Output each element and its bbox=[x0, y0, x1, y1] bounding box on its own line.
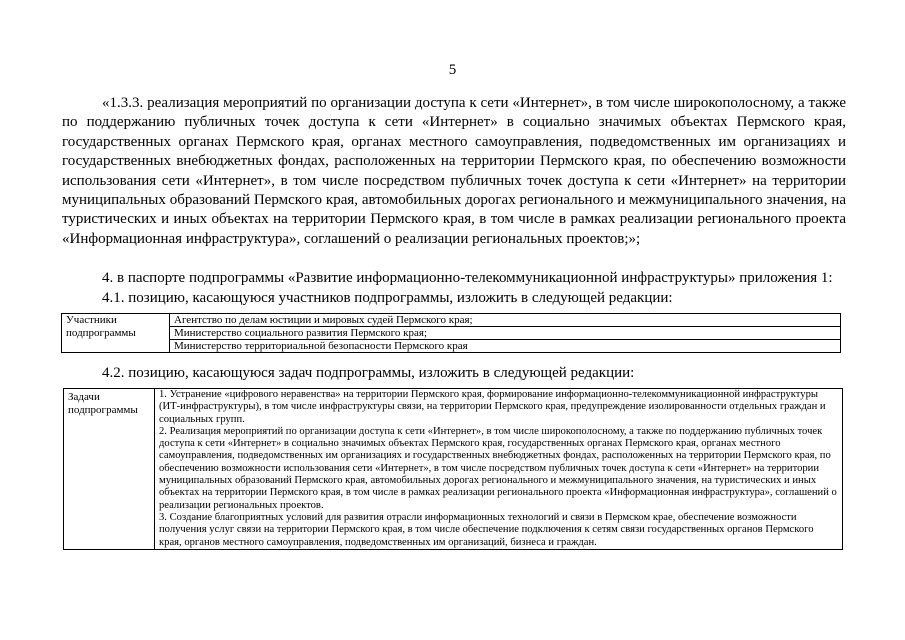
table-row bbox=[62, 340, 841, 353]
task-item: 2. Реализация мероприятий по организации доступа к сети «Интернет», в том числе широкополосному, а также по поддержанию публичных точек доступа к сети «Интернет» в социально значимых объектах Пермского края, государственных органах Пермского края, органах местного самоуправления, подведомственных им организациях и государственных внебюджетных фондах, расположенных на территории Пермского края, по обеспечению возможности использования сети «Интернет», в том числе посредством публичных точек доступа к сети «Интернет» на территории муниципальных образований Пермского края, автомобильных дорогах регионального и межмуниципального значения, на туристических и иных объектах на территории Пермского края, в том числе в рамках реализации регионального проекта «Информационная инфраструктура», соглашений о реализации региональных проектов. bbox=[159, 425, 837, 511]
page-number: 5 bbox=[448, 62, 457, 78]
amendment-paragraph-1-3-3: «1.3.3. реализация мероприятий по организации доступа к сети «Интернет», в том числе широкополосному, а также по поддержанию публичных точек доступа к сети «Интернет» в социально значимых объектах Пермского края, государственных органах Пермского края, органах местного самоуправления, подведомственных им организациях и государственных внебюджетных фондах, расположенных на территории Пермского края, по обеспечению возможности использования сети «Интернет», в том числе посредством публичных точек доступа к сети «Интернет» на территории муниципальных образований Пермского края, автомобильных дорогах регионального и межмуниципального значения, на туристических и иных объектах на территории Пермского края, в том числе в рамках реализации регионального проекта «Информационная инфраструктура», соглашений о реализации региональных проектов;»; bbox=[62, 95, 846, 247]
participants-label-cell bbox=[62, 314, 170, 353]
table-row bbox=[62, 327, 841, 340]
participant-cell: Министерство территориальной безопасности Пермского края bbox=[170, 340, 841, 353]
participant-cell: Агентство по делам юстиции и мировых судей Пермского края; bbox=[170, 314, 841, 327]
participants-table bbox=[61, 313, 841, 353]
item-4-text: 4. в паспорте подпрограммы «Развитие информационно-телекоммуникационной инфраструктуры» приложения 1: bbox=[102, 270, 833, 286]
participants-label-line1: Участники bbox=[66, 314, 117, 326]
item-4-1-text: 4.1. позицию, касающуюся участников подпрограммы, изложить в следующей редакции: bbox=[102, 290, 673, 306]
participants-label-line2: подпрограммы bbox=[66, 327, 136, 339]
tasks-table bbox=[63, 388, 843, 550]
table-row bbox=[64, 389, 843, 550]
participant-cell: Министерство социального развития Пермского края; bbox=[170, 327, 841, 340]
task-item: 3. Создание благоприятных условий для развития отрасли информационных технологий и связи в Пермском крае, обеспечение возможности получения услуг связи на территории Пермского края, в том числе обеспечение подключения к сетям связи государственных органов Пермского края, органов местного самоуправления, подведомственных им организаций, бизнеса и граждан. bbox=[159, 511, 814, 548]
tasks-content-cell bbox=[155, 389, 843, 550]
tasks-label-line2: подпрограммы bbox=[68, 404, 138, 416]
tasks-label-cell bbox=[64, 389, 155, 550]
task-item: 1. Устранение «цифрового неравенства» на территории Пермского края, формирование информационно-телекоммуникационной инфраструктуры (ИТ-инфраструктуры), в том числе инфраструктуры связи, на территории Пермского края, предупреждение изолированности отдельных граждан и социальных групп. bbox=[159, 389, 826, 425]
table-row bbox=[62, 314, 841, 327]
tasks-label-line1: Задачи bbox=[68, 391, 100, 403]
item-4-2-text: 4.2. позицию, касающуюся задач подпрограммы, изложить в следующей редакции: bbox=[102, 365, 635, 381]
